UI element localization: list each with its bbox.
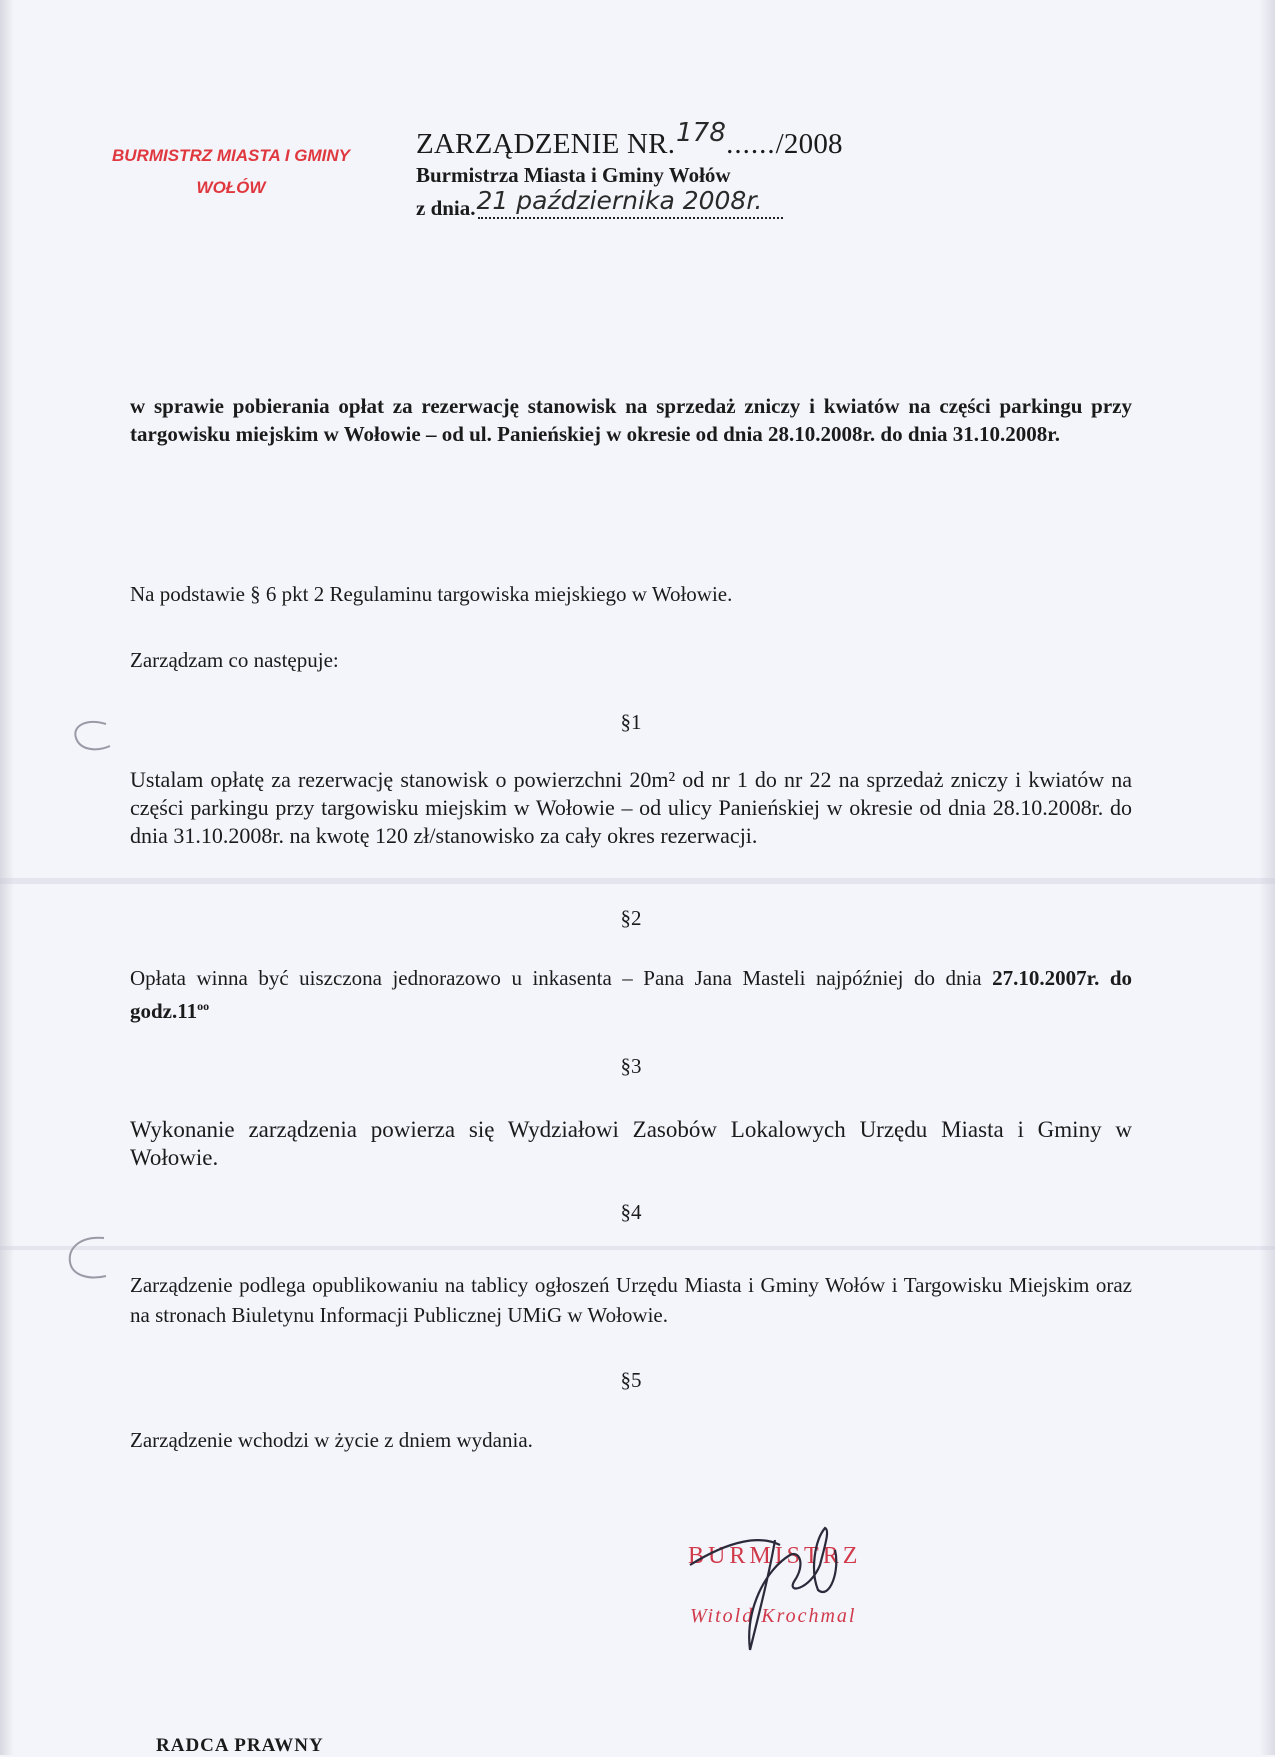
section-text-2-sup: oo: [197, 999, 210, 1013]
signature-stamp-name: Witold Krochmal: [690, 1605, 857, 1627]
scan-artifact-band: [0, 1246, 1275, 1250]
section-text-2-body: Opłata winna być uiszczona jednorazowo u inkasenta – Pana Jana Masteli najpóźniej do dnia: [130, 966, 982, 990]
section-mark-2: §2: [620, 906, 642, 930]
document-date: z dnia.21 października 2008r.: [416, 192, 843, 219]
legal-basis: Na podstawie § 6 pkt 2 Regulaminu targowiska miejskiego w Wołowie.: [130, 582, 733, 606]
handwritten-signature: [680, 1510, 880, 1660]
document-subject: w sprawie pobierania opłat za rezerwację stanowisk na sprzedaż zniczy i kwiatów na części parkingu przy targowisku miejskim w Wołowie – od ul. Panieńskiej w okresie od dnia 28.10.2008r. do dnia 31.10.2008r.: [130, 394, 1132, 446]
section-mark-4: §4: [620, 1200, 642, 1224]
section-mark-1: §1: [620, 710, 642, 734]
section-text-4: Zarządzenie podlega opublikowaniu na tablicy ogłoszeń Urzędu Miasta i Gminy Wołów i Targowisku Miejskim oraz na stronach Biuletynu Informacji Publicznej UMiG w Wołowie.: [130, 1273, 1132, 1327]
document-issuer: Burmistrza Miasta i Gminy Wołów: [416, 163, 731, 187]
section-mark-5: §5: [620, 1368, 642, 1392]
office-stamp-line1: BURMISTRZ MIASTA I GMINY: [112, 146, 350, 165]
document-title: ZARZĄDZENIE NR.178....../2008: [416, 118, 843, 160]
date-label: z dnia: [416, 196, 471, 220]
punch-hole-mark: [60, 1232, 110, 1286]
office-stamp-line2: WOŁÓW: [196, 178, 266, 197]
section-mark-3: §3: [620, 1054, 642, 1078]
scan-artifact-band: [0, 878, 1275, 884]
title-prefix: ZARZĄDZENIE NR: [416, 128, 668, 160]
section-text-5: Zarządzenie wchodzi w życie z dniem wydania.: [130, 1428, 533, 1452]
section-text-3: Wykonanie zarządzenia powierza się Wydziałowi Zasobów Lokalowych Urzędu Miasta i Gminy w Wołowie.: [130, 1117, 1132, 1170]
punch-hole-mark: [66, 716, 116, 760]
section-text-2: [130, 964, 1132, 1025]
intro-text: Zarządzam co następuje:: [130, 648, 339, 672]
document-header: [416, 118, 843, 220]
section-text-1: Ustalam opłatę za rezerwację stanowisk o powierzchni 20m² od nr 1 do nr 22 na sprzedaż zniczy i kwiatów na części parkingu przy targowisku miejskim w Wołowie – od ulicy Panieńskiej w okresie od dnia 28.10.2008r. do dnia 31.10.2008r. na kwotę 120 zł/stanowisko za cały okres rezerwacji.: [130, 767, 1132, 848]
office-stamp: [86, 140, 376, 204]
handwritten-number: 178: [675, 118, 727, 148]
title-suffix: /2008: [775, 128, 843, 160]
legal-counsel-stamp: RADCA PRAWNY: [156, 1735, 324, 1756]
handwritten-date: 21 października 2008r.: [476, 186, 763, 215]
signature-stamp-title: BURMISTRZ: [688, 1543, 862, 1569]
mayor-signature-stamp: [680, 1535, 980, 1645]
section-text-2-deadline: 27.10.2007r. do godz.11: [130, 966, 1133, 1023]
